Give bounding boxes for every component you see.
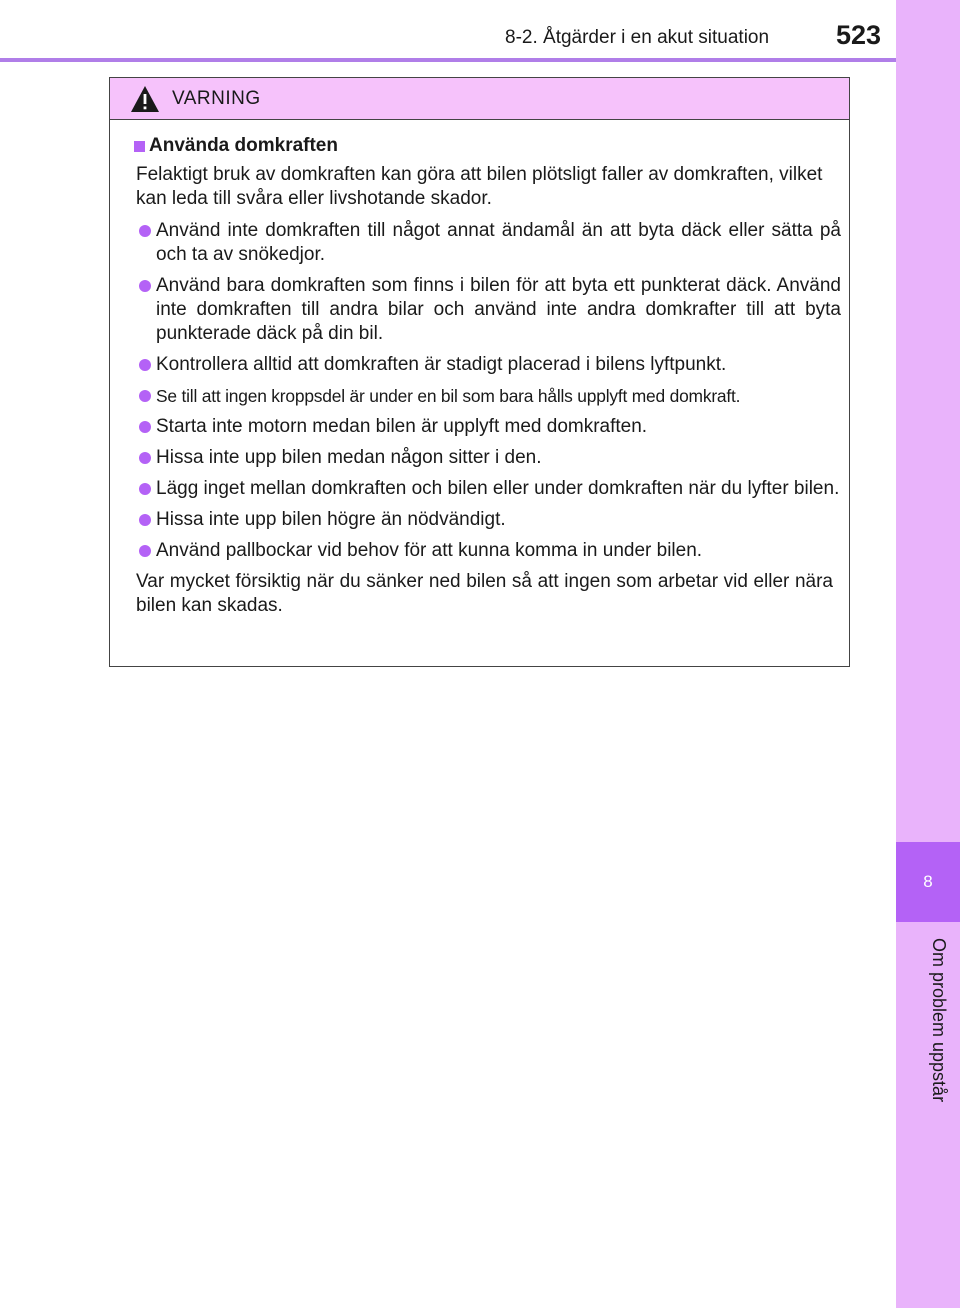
warning-header [110,78,849,120]
square-bullet-icon [134,141,145,152]
intro-paragraph: Felaktigt bruk av domkraften kan göra att bilen plötsligt faller av domkraften, vilket kan leda till svåra eller livshotande skador. [136,164,823,209]
warning-label: VARNING [172,87,261,109]
section-heading [134,134,841,158]
warning-box [109,77,850,667]
chapter-title: Om problem uppstår [929,938,949,1103]
bullet-dot-icon [139,359,151,371]
list-item: Hissa inte upp bilen högre än nödvändigt. [134,508,841,532]
section-heading-text: Använda domkraften [149,135,338,156]
chapter-number-block [896,842,960,922]
warning-list [134,219,841,563]
list-item: Använd pallbockar vid behov för att kunna komma in under bilen. [134,539,841,563]
warning-triangle-icon [130,85,160,113]
chapter-number: 8 [923,872,933,891]
header-divider [0,58,896,62]
header-title: 8-2. Åtgärder i en akut situation [505,27,770,48]
list-item: Starta inte motorn medan bilen är upplyft med domkraften. [134,415,841,439]
bullet-dot-icon [139,514,151,526]
bullet-dot-icon [139,421,151,433]
list-item: Använd bara domkraften som finns i bilen för att byta ett punkterat däck. Använd inte domkraften till andra bilar och använd inte andra domkrafter till att byta punkterade däck på din bil. [134,274,841,346]
closing-paragraph: Var mycket försiktig när du sänker ned bilen så att ingen som arbetar vid eller nära bilen kan skadas. [136,571,833,616]
chapter-side-tab [896,0,960,1308]
bullet-dot-icon [139,452,151,464]
warning-content [110,120,849,618]
page-number: 523 [836,20,882,50]
bullet-dot-icon [139,545,151,557]
list-item: Se till att ingen kroppsdel är under en bil som bara hålls upplyft med domkraft. [134,384,841,408]
bullet-dot-icon [139,483,151,495]
list-item: Använd inte domkraften till något annat ändamål än att byta däck eller sätta på och ta av snökedjor. [134,219,841,267]
list-item: Hissa inte upp bilen medan någon sitter i den. [134,446,841,470]
list-item: Kontrollera alltid att domkraften är stadigt placerad i bilens lyftpunkt. [134,353,841,377]
list-item: Lägg inget mellan domkraften och bilen eller under domkraften när du lyfter bilen. [134,477,841,501]
bullet-dot-icon [139,390,151,402]
bullet-dot-icon [139,225,151,237]
bullet-dot-icon [139,280,151,292]
